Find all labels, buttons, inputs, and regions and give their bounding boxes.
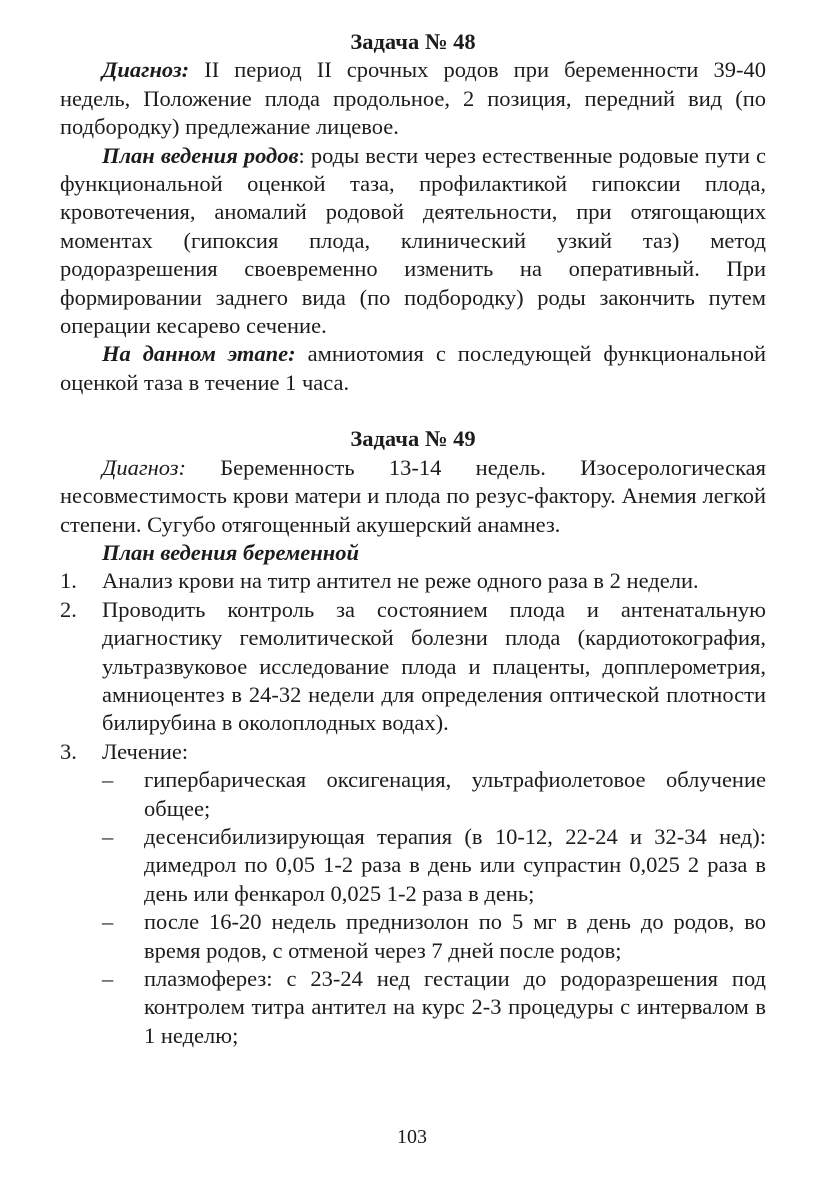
diagnosis-label: Диагноз: <box>102 57 190 83</box>
dash-marker: – <box>102 767 114 793</box>
diagnosis-text: Беременность 13-14 недель. Изосерологическая несовместимость крови матери и плода по резус-фактору. Анемия легкой степени. Сугубо отягощенный акушерский анамнез. <box>60 454 766 537</box>
task-49-plan-heading: План ведения беременной <box>102 539 360 565</box>
treatment-text: десенсибилизирующая терапия (в 10-12, 22-24 и 32-34 нед): димедрол по 0,05 1-2 раза в день или супрастин 0,025 2 раза в день или фенкарол 0,025 1-2 раза в день; <box>144 823 766 906</box>
item-number: 2. <box>60 596 77 622</box>
task-48-stage <box>60 340 766 397</box>
task-48-diagnosis <box>60 56 766 141</box>
diagnosis-text: II период II срочных родов при беременности 39-40 недель, Положение плода продольное, 2 позиция, передний вид (по подбородку) предлежание лицевое. <box>60 57 766 140</box>
plan-list <box>60 567 766 1050</box>
treatment-item <box>102 766 766 823</box>
plan-item <box>60 567 766 595</box>
dash-marker: – <box>102 823 114 849</box>
stage-label: На данном этапе: <box>102 341 296 367</box>
section-gap <box>60 397 766 425</box>
task-49-title: Задача № 49 <box>350 426 476 452</box>
item-text: Анализ крови на титр антител не реже одного раза в 2 недели. <box>102 568 699 594</box>
diagnosis-label: Диагноз: <box>102 454 186 480</box>
item-number: 3. <box>60 738 77 764</box>
item-text: Проводить контроль за состоянием плода и антенатальную диагностику гемолитической болезни плода (кардиотокография, ультразвуковое исследование плода и плаценты, допплерометрия, амниоцентез в 24-32 недели для определения оптической плотности билирубина в околоплодных водах). <box>102 596 766 736</box>
treatment-text: после 16-20 недель преднизолон по 5 мг в день до родов, во время родов, с отменой через 7 дней после родов; <box>144 909 766 963</box>
task-48-title: Задача № 48 <box>350 29 476 54</box>
dash-marker: – <box>102 966 114 991</box>
task-48-plan <box>60 142 766 341</box>
stage-text: амниотомия с последующей функциональной оценкой таза в течение 1 часа. <box>60 341 766 395</box>
item-number: 1. <box>60 568 77 594</box>
item-text: Лечение: <box>102 738 189 764</box>
plan-item <box>60 596 766 738</box>
page-number: 103 <box>397 1126 427 1148</box>
treatment-list <box>102 766 766 1050</box>
treatment-text: плазмоферез: с 23-24 нед гестации до родоразрешения под контролем титра антител на курс 2-3 процедуры с интервалом в 1 неделю; <box>144 966 766 1048</box>
plan-label: План ведения родов <box>102 142 299 168</box>
treatment-item <box>102 823 766 908</box>
dash-marker: – <box>102 909 114 935</box>
treatment-item <box>102 908 766 965</box>
task-49-diagnosis <box>60 454 766 539</box>
plan-item <box>60 738 766 1050</box>
plan-text: : роды вести через естественные родовые пути с функциональной оценкой таза, профилактикой гипоксии плода, кровотечения, аномалий родовой деятельности, при отягощающих моментах (гипоксия плода, клинический узкий таз) метод родоразрешения своевременно изменить на оперативный. При формировании заднего вида (по подбородку) роды закончить путем операции кесарево сечение. <box>60 142 766 339</box>
treatment-text: гипербарическая оксигенация, ультрафиолетовое облучение общее; <box>144 767 766 821</box>
treatment-item <box>102 965 766 1050</box>
